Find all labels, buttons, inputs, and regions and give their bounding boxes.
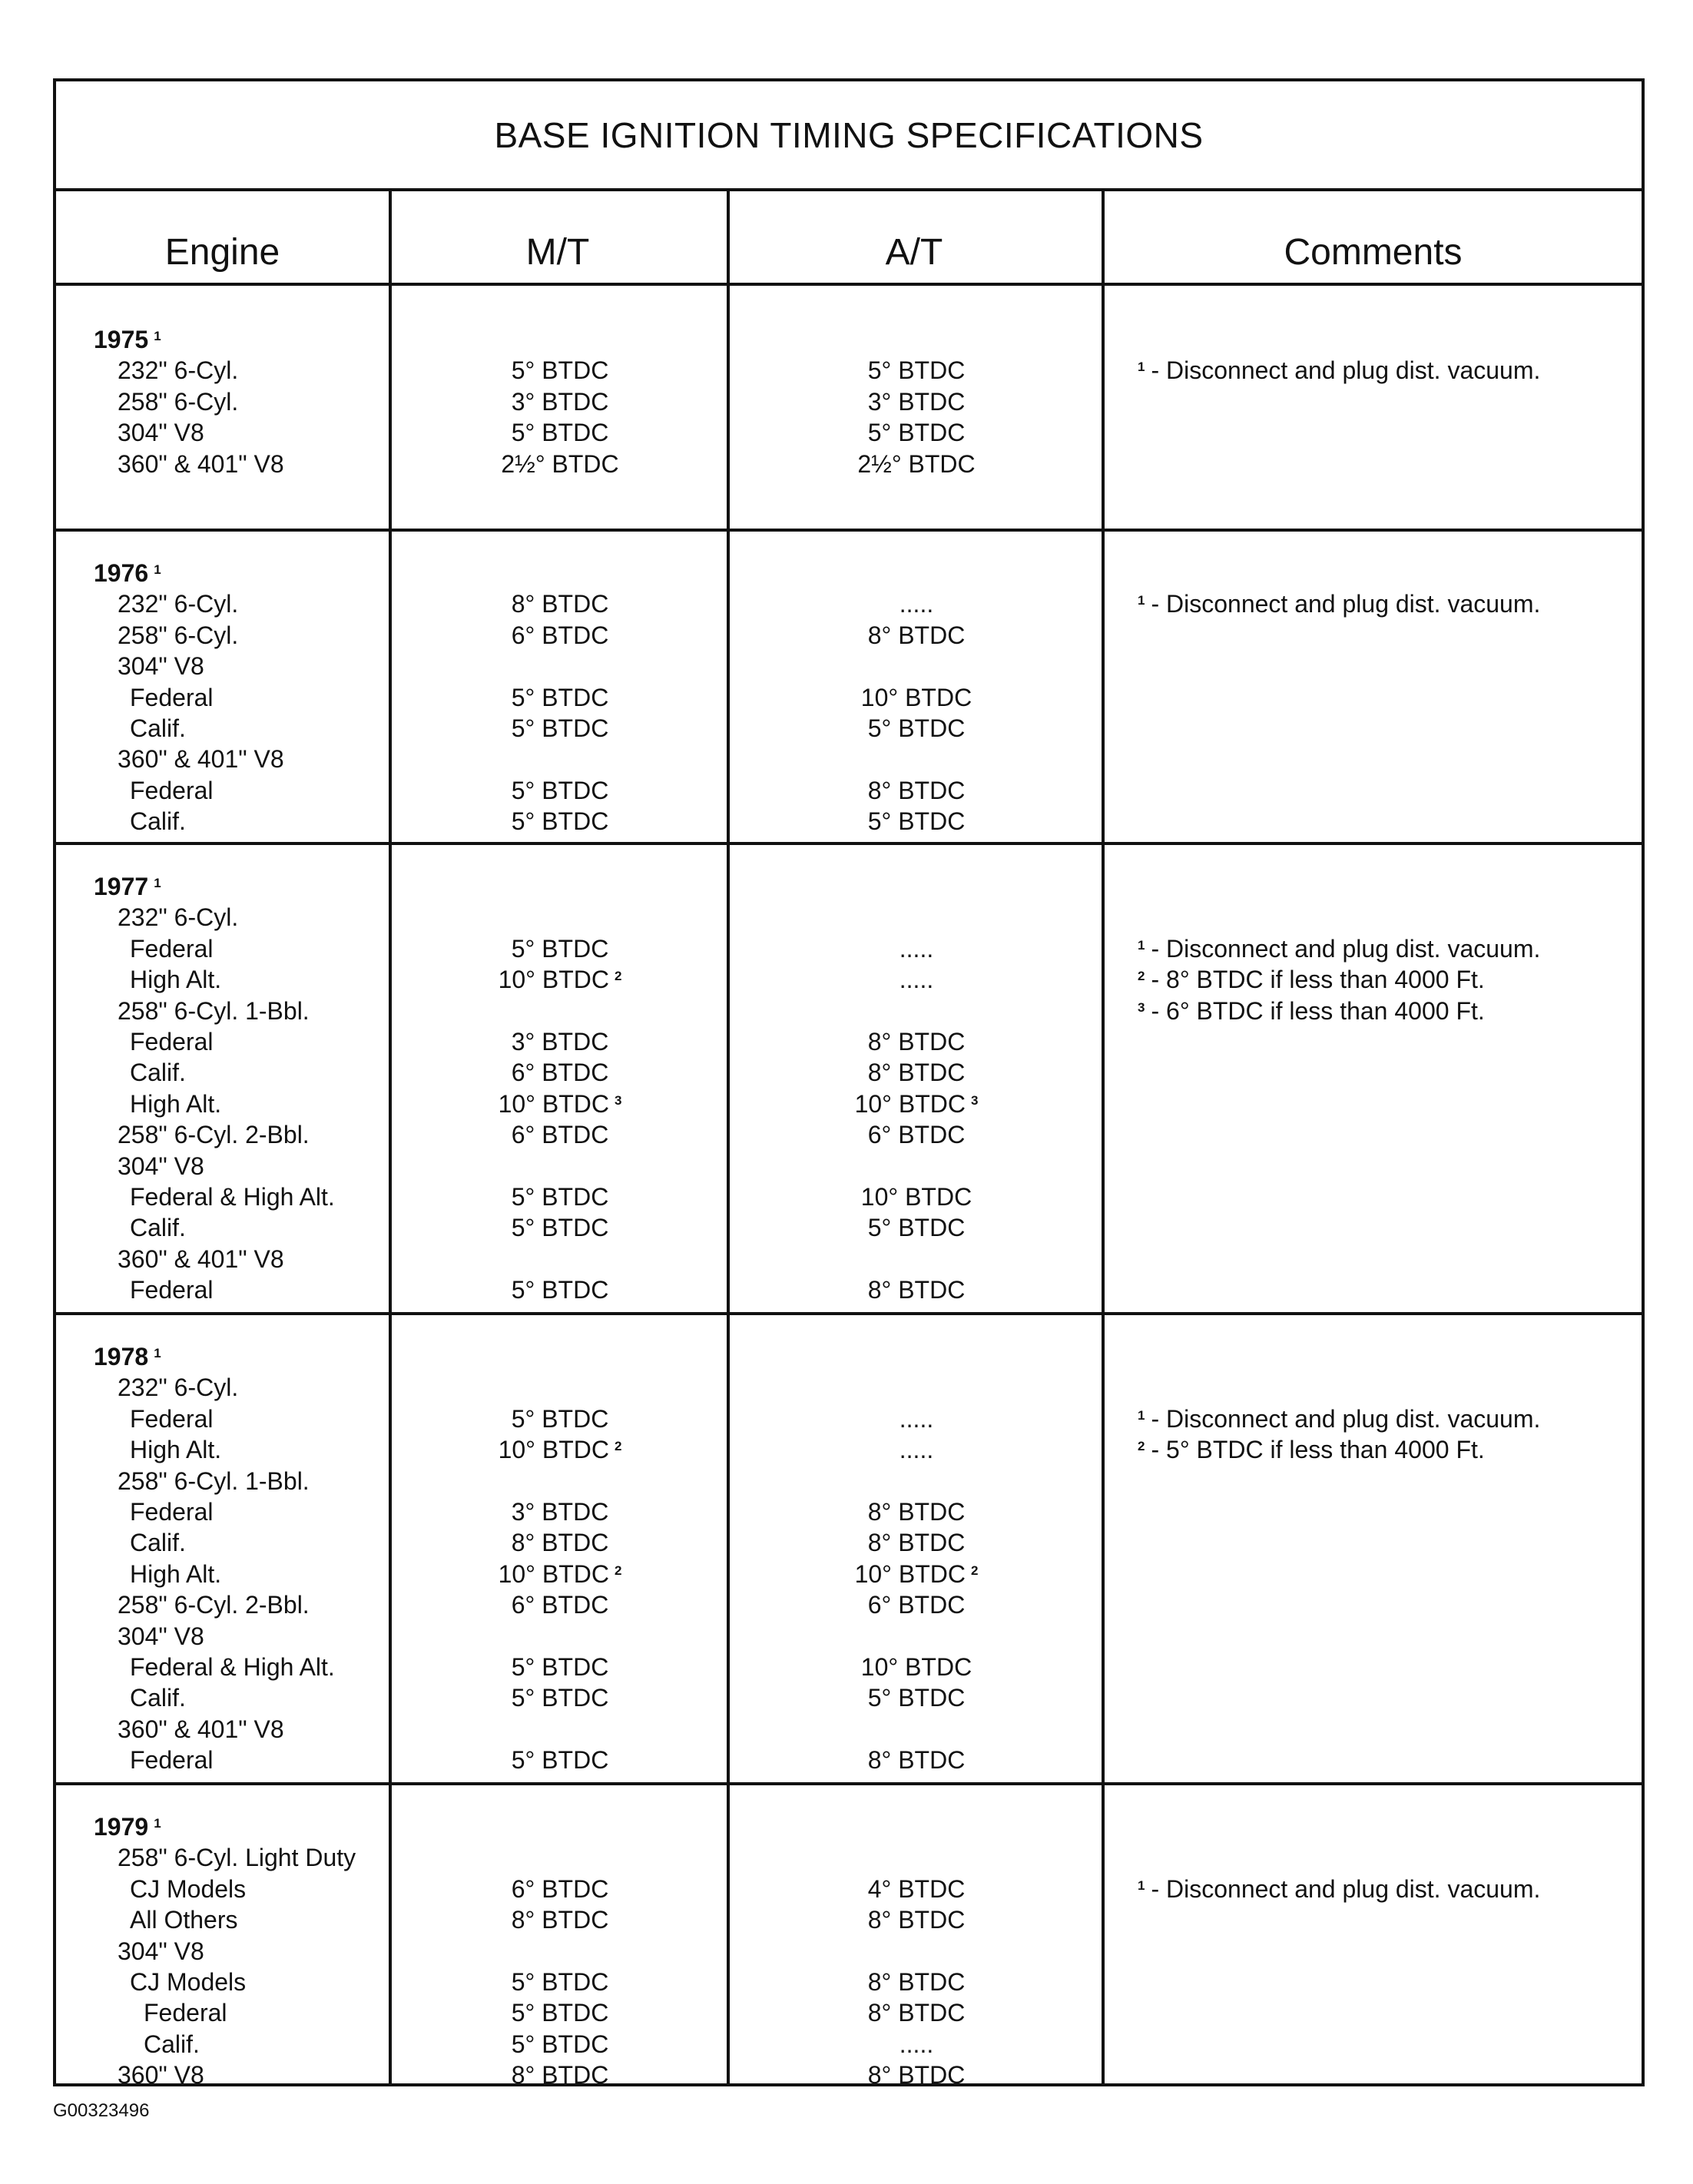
at-value [729,1652,1104,1682]
at-value [729,1621,1104,1652]
mt-value [391,933,729,964]
at-value [729,1026,1104,1057]
section-divider [56,1312,1642,1315]
at-text: 8° BTDC [867,1276,966,1304]
year-label: 1978 [94,1343,149,1370]
at-value [729,1527,1104,1558]
mt-value [391,1212,729,1243]
mt-text: 8° BTDC [511,2061,609,2090]
engine-label: 258" 6-Cyl. 1-Bbl. [118,1466,310,1495]
comment-text: - Disconnect and plug dist. vacuum. [1151,934,1541,963]
at-text: 10° BTDC [854,1559,966,1588]
engine-label: Federal & High Alt. [130,1653,335,1681]
at-value [729,1434,1104,1465]
comment-text: - 5° BTDC if less than 4000 Ft. [1151,1436,1485,1464]
mt-value [391,996,729,1026]
mt-value [391,1527,729,1558]
section-year [94,324,161,355]
at-text: 8° BTDC [867,1746,966,1775]
mt-text: 3° BTDC [511,387,609,416]
at-value [729,1372,1104,1403]
header-engine: Engine [164,232,280,273]
mt-value [391,449,729,479]
at-text: 8° BTDC [867,1498,966,1526]
mt-text: 8° BTDC [511,1906,609,1934]
mt-value [391,1372,729,1403]
at-value [729,933,1104,964]
footnote-marker: 3 [970,1092,979,1108]
mt-value [391,1745,729,1775]
mt-value [391,1874,729,1904]
at-text: 8° BTDC [867,1999,966,2027]
mt-value [391,902,729,933]
mt-value [391,651,729,681]
engine-label: Calif. [130,1529,186,1557]
engine-label: Federal [130,1404,214,1433]
mt-text: 10° BTDC [498,1436,609,1464]
footnote-marker: 3 [614,1092,622,1108]
engine-label: All Others [130,1906,238,1934]
at-text: ..... [899,1404,934,1433]
at-value [729,1274,1104,1305]
header-divider [56,283,1642,286]
at-value [729,744,1104,774]
at-value [729,1997,1104,2028]
mt-value [391,964,729,995]
mt-text: 10° BTDC [498,966,609,994]
at-value [729,806,1104,837]
footnote-marker: 2 [614,1439,622,1454]
mt-value [391,1119,729,1150]
engine-label: 304" V8 [118,419,204,447]
at-value [729,1089,1104,1119]
mt-value [391,682,729,713]
at-value [729,2060,1104,2090]
comment-note [1138,933,1540,964]
engine-label: Federal [130,776,214,804]
section-year [94,1341,161,1372]
at-value [729,775,1104,806]
mt-value [391,1434,729,1465]
at-value [729,682,1104,713]
mt-value [391,1714,729,1745]
engine-label: 258" 6-Cyl. 2-Bbl. [118,1121,310,1149]
at-value [729,1682,1104,1713]
at-text: 8° BTDC [867,1529,966,1557]
at-text: 8° BTDC [867,1028,966,1056]
engine-label: 232" 6-Cyl. [118,590,239,618]
mt-value [391,1026,729,1057]
mt-text: 6° BTDC [511,621,609,649]
mt-value [391,744,729,774]
at-value [729,713,1104,744]
footnote-marker: 1 [1138,360,1145,375]
at-value [729,417,1104,448]
mt-text: 5° BTDC [511,1276,609,1304]
engine-label: Federal [130,1276,214,1304]
header-at: A/T [885,232,943,273]
engine-label: High Alt. [130,1559,222,1588]
at-text: 8° BTDC [867,776,966,804]
comment-text: - 8° BTDC if less than 4000 Ft. [1151,966,1485,994]
at-value [729,386,1104,417]
year-label: 1977 [94,873,149,900]
engine-label: Calif. [130,714,186,742]
engine-label: CJ Models [130,1968,247,1996]
at-text: 10° BTDC [854,1089,966,1118]
at-value [729,996,1104,1026]
section-year [94,1811,161,1842]
footnote-marker: 1 [154,329,161,343]
mt-value [391,1621,729,1652]
mt-text: 5° BTDC [511,356,609,385]
mt-text: 5° BTDC [511,419,609,447]
at-value [729,449,1104,479]
at-value [729,1842,1104,1873]
at-value [729,1119,1104,1150]
engine-label: Calif. [130,1059,186,1087]
comment-note [1138,355,1540,386]
engine-label: Calif. [130,1684,186,1712]
footnote-marker: 1 [1138,937,1145,953]
engine-label: 258" 6-Cyl. 2-Bbl. [118,1591,310,1619]
engine-label: 258" 6-Cyl. [118,621,239,649]
mt-value [391,1151,729,1181]
at-text: 5° BTDC [867,419,966,447]
mt-text: 5° BTDC [511,1404,609,1433]
engine-label: Federal [130,1498,214,1526]
at-text: 10° BTDC [860,1653,972,1681]
mt-value [391,806,729,837]
section-divider [56,1782,1642,1785]
ignition-timing-table [53,78,1645,2090]
mt-value [391,1496,729,1527]
at-value [729,964,1104,995]
year-label: 1976 [94,559,149,587]
footnote-marker: 1 [1138,1407,1145,1423]
section-divider [56,842,1642,845]
mt-value [391,1967,729,1997]
footnote-marker: 1 [1138,1877,1145,1893]
engine-label: 232" 6-Cyl. [118,1374,239,1402]
mt-value [391,1466,729,1496]
footnote-marker: 2 [614,1563,622,1578]
mt-text: 8° BTDC [511,590,609,618]
at-value [729,902,1104,933]
at-value [729,1404,1104,1434]
engine-label: 360" & 401" V8 [118,449,284,478]
at-text: 5° BTDC [867,714,966,742]
footnote-marker: 2 [970,1563,979,1578]
at-text: ..... [899,1436,934,1464]
engine-label: Federal [130,1028,214,1056]
mt-text: 5° BTDC [511,1999,609,2027]
comment-text: - Disconnect and plug dist. vacuum. [1151,1874,1541,1903]
mt-text: 5° BTDC [511,2030,609,2058]
at-text: 5° BTDC [867,356,966,385]
mt-value [391,1904,729,1935]
footnote-marker: 2 [614,969,622,984]
at-value [729,1745,1104,1775]
table-title: BASE IGNITION TIMING SPECIFICATIONS [56,81,1642,191]
at-text: 4° BTDC [867,1874,966,1903]
at-value [729,1967,1104,1997]
engine-label: 360" V8 [118,2061,204,2090]
mt-text: 5° BTDC [511,934,609,963]
footnote-marker: 3 [1138,999,1145,1015]
engine-label: 360" & 401" V8 [118,745,284,774]
mt-value [391,2060,729,2090]
at-value [729,1874,1104,1904]
footnote-marker: 2 [1138,1439,1145,1454]
mt-value [391,1652,729,1682]
mt-text: 10° BTDC [498,1559,609,1588]
at-value [729,1151,1104,1181]
engine-label: 304" V8 [118,1152,204,1180]
engine-label: 258" 6-Cyl. [118,387,239,416]
mt-value [391,1244,729,1274]
at-text: 8° BTDC [867,621,966,649]
engine-label: CJ Models [130,1874,247,1903]
mt-value [391,1682,729,1713]
mt-text: 6° BTDC [511,1059,609,1087]
mt-text: 6° BTDC [511,1874,609,1903]
mt-value [391,1057,729,1088]
at-text: ..... [899,966,934,994]
mt-value [391,1842,729,1873]
section-divider [56,529,1642,532]
engine-label: 360" & 401" V8 [118,1715,284,1743]
at-value [729,1589,1104,1620]
at-text: 2½° BTDC [857,449,976,478]
mt-value [391,1559,729,1589]
mt-value [391,2029,729,2060]
at-text: 6° BTDC [867,1591,966,1619]
comment-text: - Disconnect and plug dist. vacuum. [1151,590,1541,618]
mt-value [391,417,729,448]
engine-label: 232" 6-Cyl. [118,903,239,932]
engine-label: Federal [130,683,214,711]
mt-value [391,1589,729,1620]
mt-text: 5° BTDC [511,1684,609,1712]
engine-label: High Alt. [130,1436,222,1464]
mt-text: 5° BTDC [511,683,609,711]
mt-value [391,1181,729,1212]
mt-text: 5° BTDC [511,714,609,742]
comment-text: - Disconnect and plug dist. vacuum. [1151,356,1541,385]
mt-value [391,355,729,386]
mt-text: 3° BTDC [511,1028,609,1056]
at-text: ..... [899,2030,934,2058]
mt-value [391,775,729,806]
at-value [729,1904,1104,1935]
mt-value [391,620,729,651]
mt-text: 3° BTDC [511,1498,609,1526]
mt-text: 5° BTDC [511,776,609,804]
header-comments: Comments [1284,232,1463,273]
at-value [729,1559,1104,1589]
mt-text: 5° BTDC [511,1214,609,1242]
mt-text: 5° BTDC [511,1746,609,1775]
engine-label: High Alt. [130,966,222,994]
mt-text: 10° BTDC [498,1089,609,1118]
engine-label: Calif. [144,2030,200,2058]
mt-value [391,713,729,744]
at-text: ..... [899,590,934,618]
mt-value [391,1089,729,1119]
comment-note [1138,588,1540,619]
comment-note [1138,1874,1540,1904]
mt-text: 6° BTDC [511,1121,609,1149]
section-year [94,871,161,902]
comment-note [1138,1434,1485,1465]
at-value [729,1057,1104,1088]
at-value [729,1466,1104,1496]
at-text: 8° BTDC [867,1906,966,1934]
at-text: 5° BTDC [867,807,966,836]
mt-value [391,1274,729,1305]
at-text: 10° BTDC [860,1183,972,1211]
year-label: 1975 [94,326,149,353]
at-text: 8° BTDC [867,2061,966,2090]
at-text: ..... [899,934,934,963]
footnote-marker: 1 [1138,593,1145,608]
mt-text: 5° BTDC [511,1968,609,1996]
figure-code: G00323496 [53,2100,150,2121]
at-text: 10° BTDC [860,683,972,711]
year-label: 1979 [94,1813,149,1841]
at-value [729,1496,1104,1527]
at-value [729,1244,1104,1274]
at-text: 3° BTDC [867,387,966,416]
mt-text: 5° BTDC [511,807,609,836]
at-value [729,588,1104,619]
mt-text: 5° BTDC [511,1183,609,1211]
mt-text: 6° BTDC [511,1591,609,1619]
engine-label: 258" 6-Cyl. Light Duty [118,1844,356,1872]
comment-text: - Disconnect and plug dist. vacuum. [1151,1404,1541,1433]
at-text: 5° BTDC [867,1684,966,1712]
comment-note [1138,1404,1540,1434]
mt-value [391,1997,729,2028]
mt-text: 2½° BTDC [501,449,619,478]
engine-label: Federal & High Alt. [130,1183,335,1211]
mt-value [391,1936,729,1967]
at-value [729,1936,1104,1967]
engine-label: Federal [130,1746,214,1775]
engine-label: 360" & 401" V8 [118,1244,284,1273]
engine-label: Federal [144,1999,227,2027]
engine-label: 304" V8 [118,1622,204,1650]
comment-note [1138,996,1485,1026]
mt-text: 5° BTDC [511,1653,609,1681]
engine-label: Calif. [130,1214,186,1242]
footnote-marker: 2 [1138,969,1145,984]
at-text: 8° BTDC [867,1968,966,1996]
footnote-marker: 1 [154,1346,161,1360]
footnote-marker: 1 [154,876,161,890]
footnote-marker: 1 [154,1816,161,1831]
section-year [94,558,161,588]
at-text: 8° BTDC [867,1059,966,1087]
comment-text: - 6° BTDC if less than 4000 Ft. [1151,996,1485,1025]
at-value [729,620,1104,651]
engine-label: 304" V8 [118,652,204,681]
footnote-marker: 1 [154,562,161,577]
engine-label: Calif. [130,807,186,836]
mt-text: 8° BTDC [511,1529,609,1557]
at-value [729,1181,1104,1212]
engine-label: 258" 6-Cyl. 1-Bbl. [118,996,310,1025]
at-value [729,1212,1104,1243]
engine-label: High Alt. [130,1089,222,1118]
engine-label: 232" 6-Cyl. [118,356,239,385]
at-text: 6° BTDC [867,1121,966,1149]
at-value [729,651,1104,681]
header-mt: M/T [525,232,590,273]
at-value [729,2029,1104,2060]
engine-label: 304" V8 [118,1937,204,1965]
mt-value [391,386,729,417]
at-value [729,355,1104,386]
at-value [729,1714,1104,1745]
at-text: 5° BTDC [867,1214,966,1242]
mt-value [391,1404,729,1434]
engine-label: Federal [130,934,214,963]
comment-note [1138,964,1485,995]
mt-value [391,588,729,619]
